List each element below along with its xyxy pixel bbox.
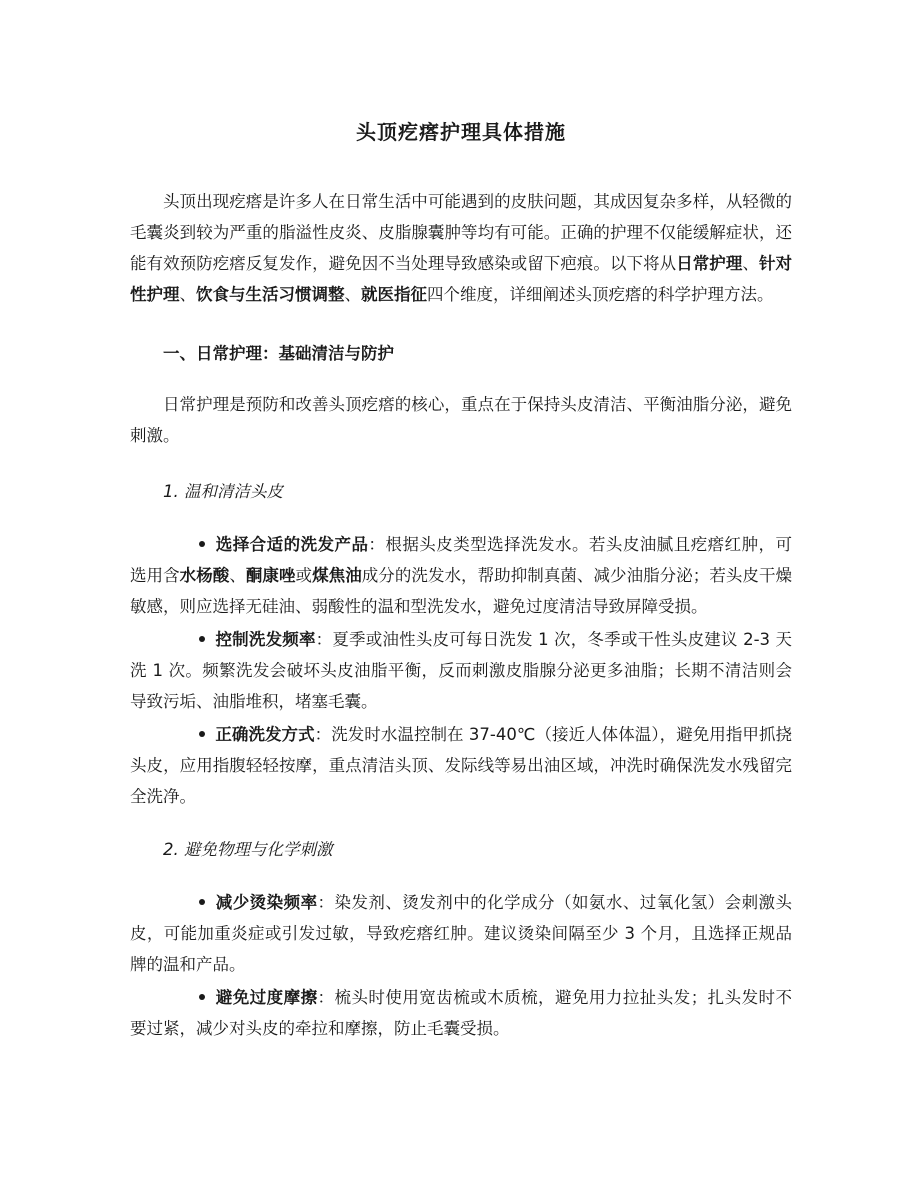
bullet-list	[130, 887, 792, 1044]
list-item: 减少烫染频率：染发剂、烫发剂中的化学成分（如氨水、过氧化氢）会刺激头皮，可能加重炎症或引发过敏，导致疙瘩红肿。建议烫染间隔至少 3 个月，且选择正规品牌的温和产品。	[130, 893, 793, 974]
bullet-icon	[199, 899, 205, 905]
item-label: 选择合适的洗发产品	[215, 535, 369, 554]
item-label: 正确洗发方式	[215, 725, 315, 744]
item-label: 减少烫染频率	[215, 893, 318, 912]
list-item: 控制洗发频率：夏季或油性头皮可每日洗发 1 次，冬季或干性头皮建议 2-3 天洗 1 次。频繁洗发会破坏头皮油脂平衡，反而刺激皮脂腺分泌更多油脂；长期不清洁则会导致污垢、油脂堆积，堵塞毛囊。	[130, 630, 792, 711]
intro-keyword: 针对性护理	[130, 254, 793, 304]
section-heading: 一、日常护理：基础清洁与防护	[163, 344, 394, 363]
bullet-icon	[199, 994, 205, 1000]
list-item: 正确洗发方式：洗发时水温控制在 37-40℃（接近人体体温），避免用指甲抓挠头皮，应用指腹轻轻按摩，重点清洁头顶、发际线等易出油区域，冲洗时确保洗发水残留完全洗净。	[130, 725, 792, 806]
subsection-heading: 2. 避免物理与化学刺激	[163, 840, 333, 859]
item-label: 控制洗发频率	[215, 630, 316, 649]
intro-keyword: 日常护理	[676, 254, 743, 273]
bullet-icon	[199, 731, 205, 737]
intro-keyword: 饮食与生活习惯调整	[196, 285, 345, 304]
list-item: 选择合适的洗发产品：根据头皮类型选择洗发水。若头皮油腻且疙瘩红肿，可选用含水杨酸、酮康唑或煤焦油成分的洗发水，帮助抑制真菌、减少油脂分泌；若头皮干燥敏感，则应选择无硅油、弱酸性的温和型洗发水，避免过度清洁导致屏障受损。	[130, 535, 793, 616]
section-paragraph: 日常护理是预防和改善头顶疙瘩的核心，重点在于保持头皮清洁、平衡油脂分泌，避免刺激。	[130, 395, 792, 445]
bullet-icon	[199, 541, 205, 547]
document-title: 头顶疙瘩护理具体措施	[356, 120, 566, 144]
intro-keyword: 就医指征	[361, 285, 427, 304]
bullet-icon	[199, 636, 205, 642]
item-label: 避免过度摩擦	[215, 988, 318, 1007]
subsection-heading: 1. 温和清洁头皮	[163, 482, 283, 501]
ingredient-keyword: 酮康唑	[245, 566, 296, 585]
list-item: 避免过度摩擦：梳头时使用宽齿梳或木质梳，避免用力拉扯头发；扎头发时不要过紧，减少对头皮的牵拉和摩擦，防止毛囊受损。	[130, 988, 793, 1038]
ingredient-keyword: 煤焦油	[312, 566, 362, 585]
intro-paragraph: 头顶出现疙瘩是许多人在日常生活中可能遇到的皮肤问题，其成因复杂多样，从轻微的毛囊炎到较为严重的脂溢性皮炎、皮脂腺囊肿等均有可能。正确的护理不仅能缓解症状，还能有效预防疙瘩反复发作，避免因不当处理导致感染或留下疤痕。以下将从日常护理、针对性护理、饮食与生活习惯调整、就医指征四个维度，详细阐述头顶疙瘩的科学护理方法。	[130, 192, 793, 304]
ingredient-keyword: 水杨酸	[179, 566, 230, 585]
bullet-list	[130, 529, 792, 812]
